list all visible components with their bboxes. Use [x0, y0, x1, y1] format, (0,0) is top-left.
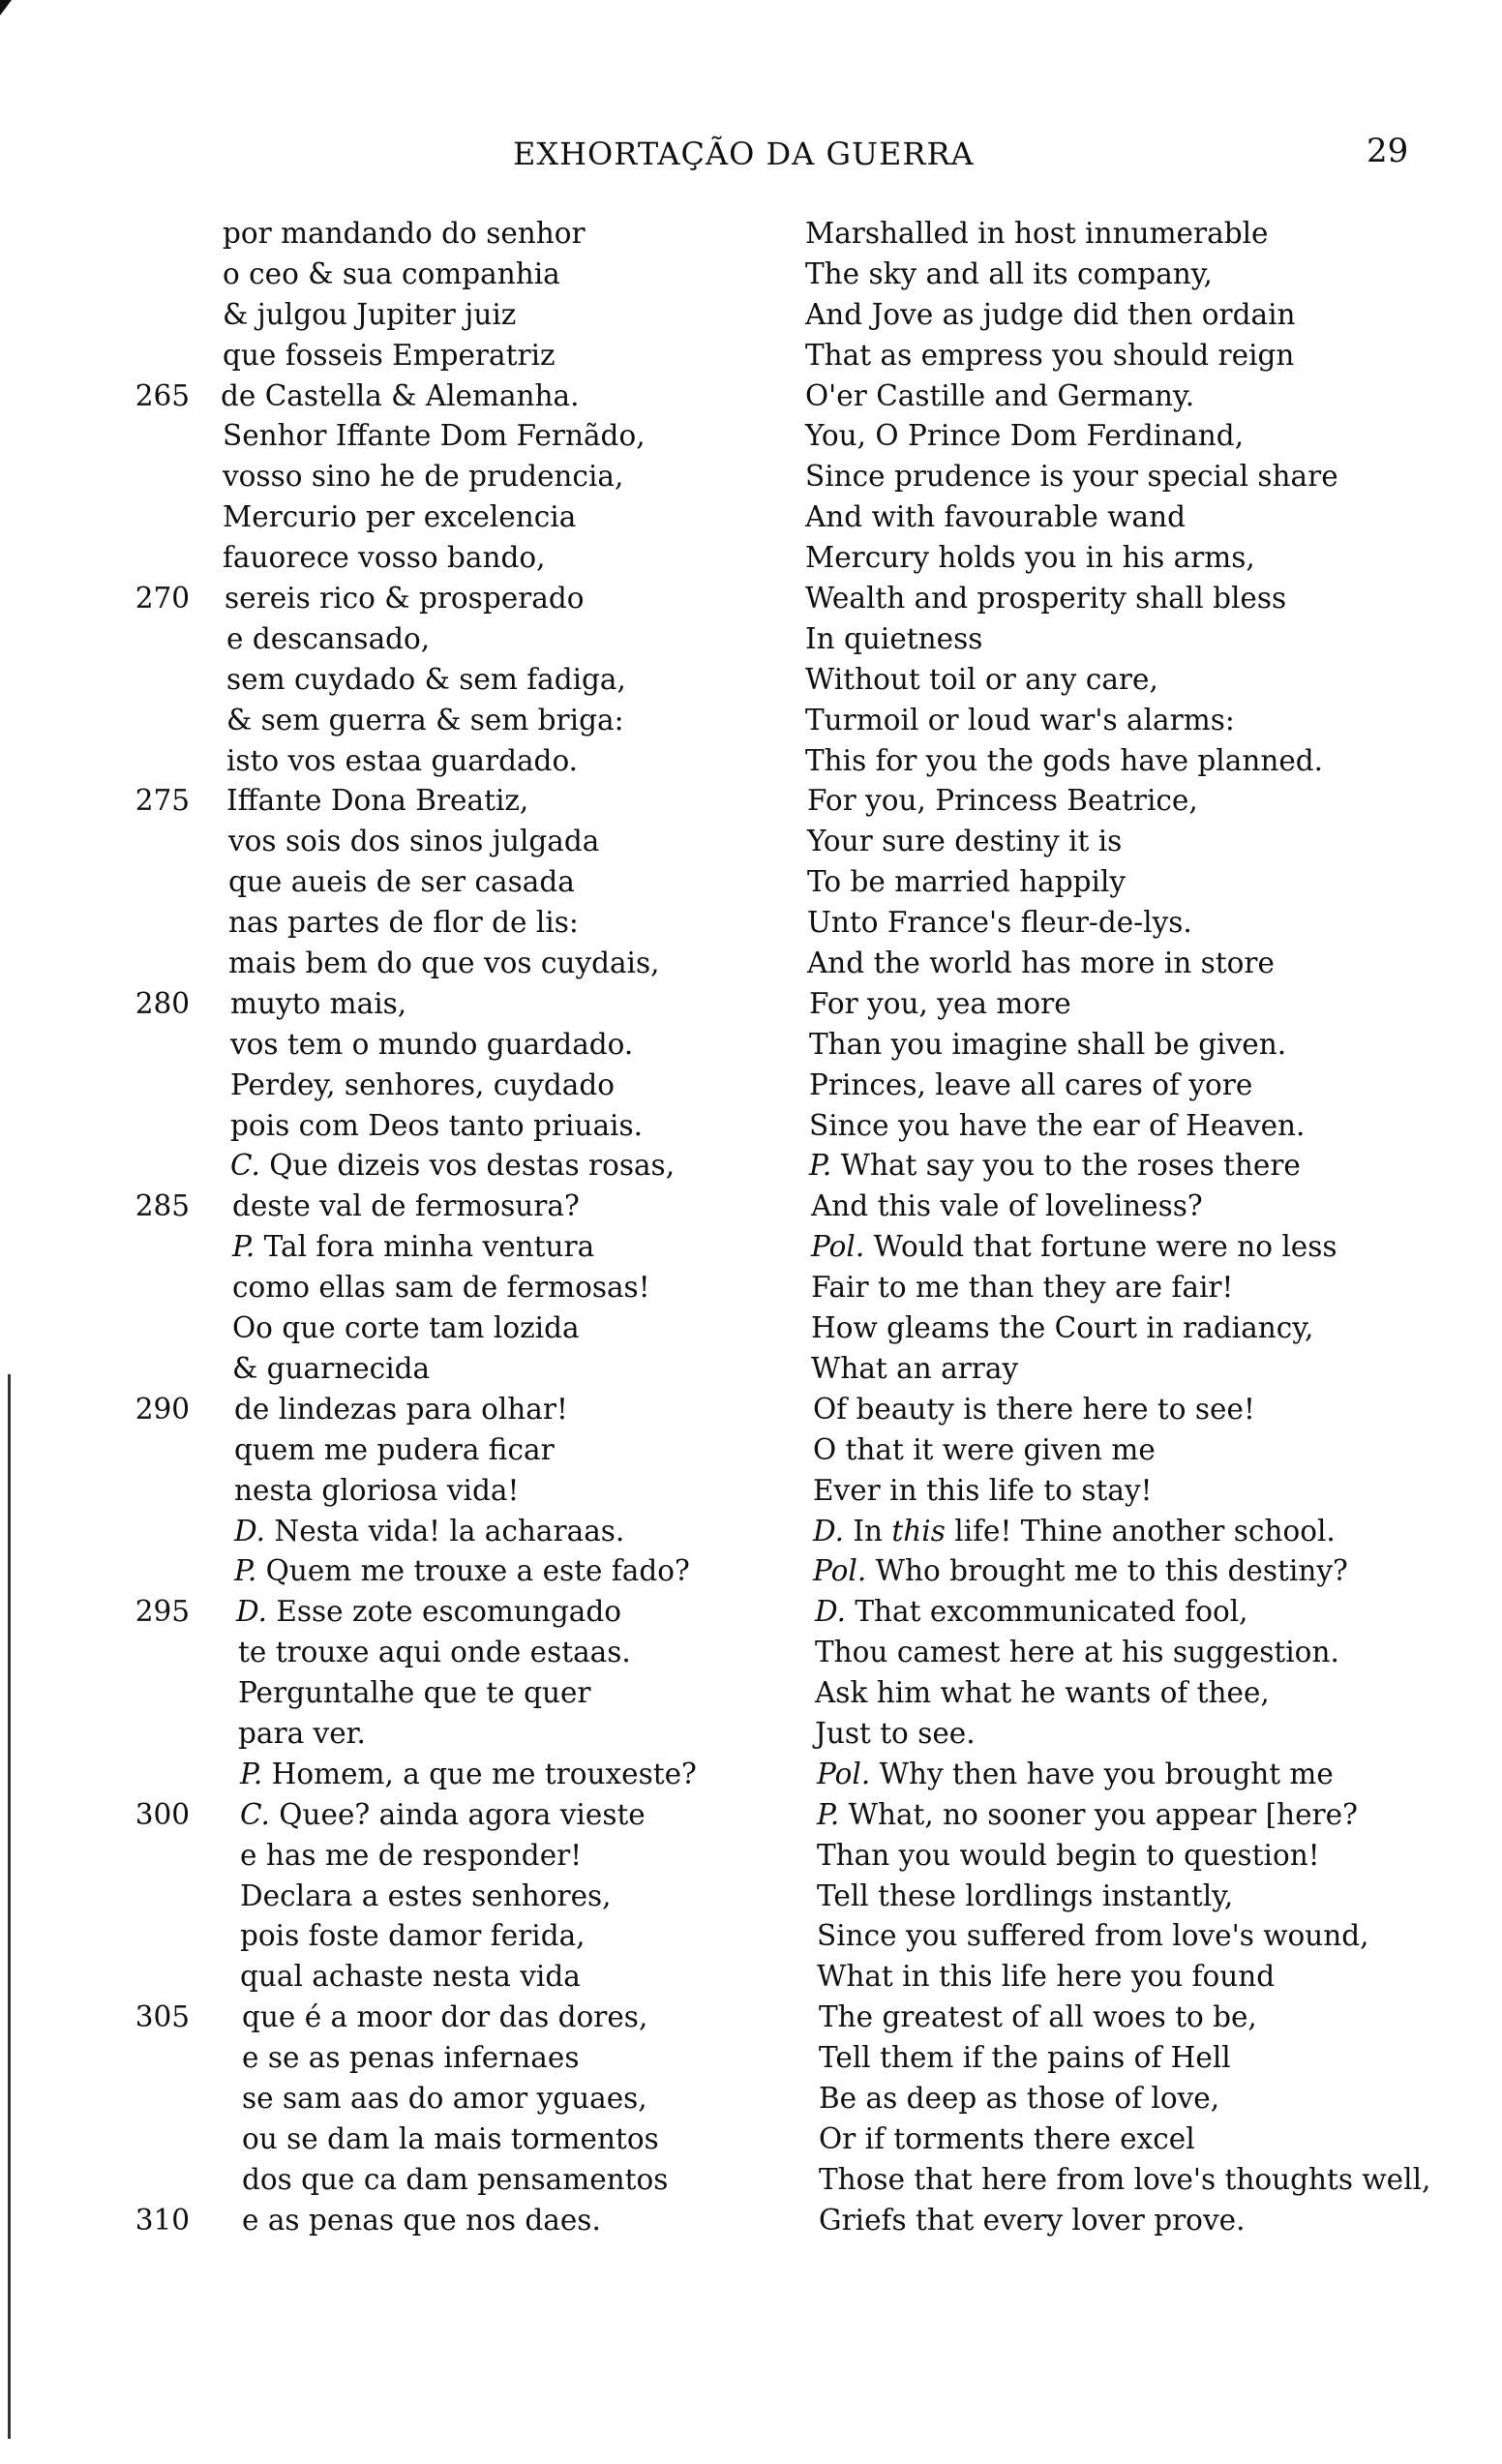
- line-number: 300: [135, 1797, 190, 1831]
- portuguese-verse-line: [126, 1592, 755, 1633]
- verse-text: C. Quee? ainda agora vieste: [240, 1797, 646, 1831]
- verse-text: P. What, no sooner you appear [here?: [817, 1797, 1358, 1831]
- verse-text: Pol. Who brought me to this destiny?: [813, 1554, 1348, 1588]
- line-number: 275: [135, 784, 190, 818]
- portuguese-verse-line: [126, 1998, 755, 2038]
- verse-text: sereis rico & prosperado: [225, 582, 585, 616]
- portuguese-verse-line: [126, 660, 755, 701]
- verse-text: Or if torments there excel: [819, 2121, 1195, 2155]
- verse-text: D. Nesta vida! la acharaas.: [234, 1514, 625, 1548]
- verse-text: Since you have the ear of Heaven.: [809, 1108, 1306, 1142]
- portuguese-verse-line: [126, 619, 755, 660]
- verse-text: mais bem do que vos cuydais,: [228, 947, 660, 980]
- portuguese-verse-line: [126, 1025, 755, 1066]
- english-verse-line: [805, 416, 1483, 457]
- verse-text: P. What say you to the roses there: [809, 1149, 1301, 1183]
- portuguese-verse-line: [126, 1187, 755, 1227]
- english-verse-line: [805, 457, 1483, 497]
- portuguese-verse-line: [126, 944, 755, 984]
- verse-text: & sem guerra & sem briga:: [226, 703, 624, 736]
- portuguese-verse-line: [126, 1268, 755, 1308]
- line-number: 285: [135, 1189, 190, 1223]
- verse-text: And the world has more in store: [807, 947, 1275, 980]
- speaker-label: Pol.: [817, 1757, 871, 1790]
- verse-text: And Jove as judge did then ordain: [805, 297, 1296, 331]
- english-verse-line: [805, 538, 1483, 579]
- verse-text: O'er Castille and Germany.: [805, 378, 1195, 412]
- verse-text: de Castella & Alemanha.: [221, 378, 580, 412]
- verse-text: Declara a estes senhores,: [240, 1878, 612, 1912]
- speaker-label: Pol.: [813, 1554, 867, 1588]
- verse-text: Since prudence is your special share: [805, 460, 1338, 494]
- english-verse-line: [805, 2038, 1483, 2079]
- portuguese-column: [126, 214, 755, 2241]
- speaker-label: C.: [230, 1149, 260, 1183]
- portuguese-verse-line: [126, 255, 755, 295]
- portuguese-verse-line: [126, 1957, 755, 1998]
- portuguese-verse-line: [126, 1308, 755, 1349]
- verse-text: For you, yea more: [809, 986, 1071, 1020]
- speaker-label: P.: [240, 1757, 263, 1790]
- english-verse-line: [805, 579, 1483, 619]
- verse-text: Griefs that every lover prove.: [819, 2203, 1246, 2237]
- line-number: 265: [135, 378, 190, 412]
- verse-text: Fair to me than they are fair!: [811, 1271, 1234, 1305]
- verse-text: P. Quem me trouxe a este fado?: [234, 1554, 690, 1588]
- portuguese-verse-line: [126, 1390, 755, 1430]
- verse-text: que aueis de ser casada: [228, 865, 575, 899]
- english-verse-line: [805, 1471, 1483, 1512]
- english-verse-line: [805, 660, 1483, 701]
- english-verse-line: [805, 1755, 1483, 1795]
- verse-text: dos que ca dam pensamentos: [242, 2162, 669, 2196]
- verse-text: This for you the gods have planned.: [805, 743, 1324, 777]
- running-title: EXHORTAÇÃO DA GUERRA: [513, 135, 975, 172]
- speaker-label: P.: [809, 1149, 832, 1183]
- english-verse-line: [805, 1187, 1483, 1227]
- verse-text: & julgou Jupiter juiz: [223, 297, 517, 331]
- speaker-label: P.: [817, 1797, 840, 1831]
- verse-text: Ever in this life to stay!: [813, 1473, 1153, 1507]
- portuguese-verse-line: [126, 1916, 755, 1957]
- page-header: [0, 132, 1502, 174]
- emphasis-word: this: [891, 1514, 946, 1548]
- english-verse-line: [805, 822, 1483, 862]
- verse-text: ou se dam la mais tormentos: [242, 2121, 659, 2155]
- verse-text: que é a moor dor das dores,: [242, 2000, 648, 2034]
- english-verse-line: [805, 1227, 1483, 1268]
- verse-text: que fosseis Emperatriz: [223, 338, 556, 372]
- verse-text: qual achaste nesta vida: [240, 1960, 581, 1994]
- portuguese-verse-line: [126, 1512, 755, 1552]
- speaker-label: D.: [815, 1595, 846, 1629]
- portuguese-verse-line: [126, 416, 755, 457]
- english-verse-line: [805, 214, 1483, 255]
- verse-text: D. Esse zote escomungado: [236, 1595, 621, 1629]
- english-verse-line: [805, 1106, 1483, 1147]
- portuguese-verse-line: [126, 2079, 755, 2119]
- english-verse-line: [805, 862, 1483, 903]
- portuguese-verse-line: [126, 822, 755, 862]
- speaker-label: D.: [234, 1514, 265, 1548]
- verse-text: Marshalled in host innumerable: [805, 217, 1269, 250]
- verse-text: isto vos estaa guardado.: [226, 743, 579, 777]
- verse-text: Your sure destiny it is: [807, 825, 1123, 858]
- corner-mark: [0, 0, 12, 15]
- verse-text: The sky and all its company,: [805, 256, 1213, 290]
- english-column: [805, 214, 1483, 2241]
- portuguese-verse-line: [126, 903, 755, 944]
- portuguese-verse-line: [126, 2119, 755, 2160]
- verse-text: O that it were given me: [813, 1432, 1156, 1466]
- verse-text: Mercury holds you in his arms,: [805, 541, 1255, 575]
- verse-text: Oo que corte tam lozida: [232, 1311, 580, 1345]
- verse-text: e has me de responder!: [240, 1838, 583, 1872]
- portuguese-verse-line: [126, 1755, 755, 1795]
- verse-text: de lindezas para olhar!: [234, 1392, 568, 1426]
- verse-text: Mercurio per excelencia: [223, 500, 577, 534]
- portuguese-verse-line: [126, 336, 755, 376]
- portuguese-verse-line: [126, 295, 755, 336]
- portuguese-verse-line: [126, 214, 755, 255]
- verse-text: Unto France's fleur-de-lys.: [807, 906, 1192, 940]
- verse-text: To be married happily: [807, 865, 1126, 899]
- verse-text: Tell these lordlings instantly,: [817, 1878, 1234, 1912]
- speaker-label: P.: [232, 1230, 255, 1264]
- verse-text: You, O Prince Dom Ferdinand,: [805, 419, 1245, 453]
- verse-text: vosso sino he de prudencia,: [223, 460, 624, 494]
- line-number: 290: [135, 1392, 190, 1426]
- portuguese-verse-line: [126, 1877, 755, 1917]
- portuguese-verse-line: [126, 376, 755, 417]
- portuguese-verse-line: [126, 579, 755, 619]
- verse-text: por mandando do senhor: [223, 217, 586, 250]
- english-verse-line: [805, 336, 1483, 376]
- line-number: 270: [135, 582, 190, 616]
- margin-rule: [8, 1374, 11, 2439]
- english-verse-line: [805, 1066, 1483, 1106]
- english-verse-line: [805, 1957, 1483, 1998]
- english-verse-line: [805, 903, 1483, 944]
- english-verse-line: [805, 1146, 1483, 1187]
- verse-text: What an array: [811, 1351, 1019, 1385]
- verse-text: Be as deep as those of love,: [819, 2081, 1220, 2115]
- portuguese-verse-line: [126, 538, 755, 579]
- english-verse-line: [805, 701, 1483, 741]
- verse-text: para ver.: [238, 1716, 366, 1750]
- verse-text: Those that here from love's thoughts well,: [819, 2162, 1431, 2196]
- verse-text: e se as penas infernaes: [242, 2041, 580, 2075]
- line-number: 310: [135, 2203, 190, 2237]
- verse-text: P. Homem, a que me trouxeste?: [240, 1757, 697, 1790]
- english-verse-line: [805, 2119, 1483, 2160]
- verse-text: D. In this life! Thine another school.: [813, 1514, 1336, 1548]
- portuguese-verse-line: [126, 497, 755, 538]
- english-verse-line: [805, 1673, 1483, 1714]
- verse-text: quem me pudera ficar: [234, 1432, 555, 1466]
- verse-text: Pol. Why then have you brought me: [817, 1757, 1334, 1790]
- portuguese-verse-line: [126, 781, 755, 822]
- bracket-continuation: [here?: [1265, 1797, 1358, 1831]
- portuguese-verse-line: [126, 1673, 755, 1714]
- english-verse-line: [805, 1916, 1483, 1957]
- english-verse-line: [805, 255, 1483, 295]
- english-verse-line: [805, 984, 1483, 1025]
- verse-text: And this vale of loveliness?: [811, 1189, 1203, 1223]
- english-verse-line: [805, 1268, 1483, 1308]
- verse-text: fauorece vosso bando,: [223, 541, 546, 575]
- portuguese-verse-line: [126, 2201, 755, 2241]
- english-verse-line: [805, 1025, 1483, 1066]
- line-number: 305: [135, 2000, 190, 2034]
- verse-text: D. That excommunicated fool,: [815, 1595, 1248, 1629]
- english-verse-line: [805, 1836, 1483, 1877]
- verse-text: For you, Princess Beatrice,: [807, 784, 1198, 818]
- portuguese-verse-line: [126, 1471, 755, 1512]
- verse-text: nesta gloriosa vida!: [234, 1473, 520, 1507]
- speaker-label: P.: [234, 1554, 257, 1588]
- portuguese-verse-line: [126, 2160, 755, 2201]
- verse-text: Without toil or any care,: [805, 662, 1158, 696]
- verse-text: What in this life here you found: [817, 1960, 1276, 1994]
- verse-text: And with favourable wand: [805, 500, 1186, 534]
- verse-text: e descansado,: [226, 621, 431, 655]
- verse-text: Since you suffered from love's wound,: [817, 1919, 1369, 1953]
- english-verse-line: [805, 741, 1483, 782]
- english-verse-line: [805, 944, 1483, 984]
- page-number: 29: [1367, 132, 1409, 170]
- portuguese-verse-line: [126, 1430, 755, 1471]
- verse-text: como ellas sam de fermosas!: [232, 1271, 650, 1305]
- verse-text: Perdey, senhores, cuydado: [230, 1067, 616, 1101]
- portuguese-verse-line: [126, 1106, 755, 1147]
- verse-text: & guarnecida: [232, 1351, 431, 1385]
- portuguese-verse-line: [126, 1349, 755, 1390]
- verse-text: te trouxe aqui onde estaas.: [238, 1636, 631, 1669]
- english-verse-line: [805, 1349, 1483, 1390]
- verse-text: Just to see.: [815, 1716, 976, 1750]
- verse-text: Turmoil or loud war's alarms:: [805, 703, 1235, 736]
- portuguese-verse-line: [126, 701, 755, 741]
- english-verse-line: [805, 1551, 1483, 1592]
- verse-text: Than you imagine shall be given.: [809, 1027, 1287, 1061]
- verse-text: nas partes de flor de lis:: [228, 906, 579, 940]
- english-verse-line: [805, 1512, 1483, 1552]
- english-verse-line: [805, 2079, 1483, 2119]
- english-verse-line: [805, 1714, 1483, 1755]
- verse-text: Perguntalhe que te quer: [238, 1676, 591, 1710]
- english-verse-line: [805, 2160, 1483, 2201]
- verse-text: The greatest of all woes to be,: [819, 2000, 1257, 2034]
- portuguese-verse-line: [126, 2038, 755, 2079]
- verse-text: vos tem o mundo guardado.: [230, 1027, 634, 1061]
- verse-text: Senhor Iffante Dom Fernãdo,: [223, 419, 646, 453]
- portuguese-verse-line: [126, 862, 755, 903]
- portuguese-verse-line: [126, 1551, 755, 1592]
- verse-text: deste val de fermosura?: [232, 1189, 580, 1223]
- verse-text: Thou camest here at his suggestion.: [815, 1636, 1339, 1669]
- verse-text: Wealth and prosperity shall bless: [805, 582, 1287, 616]
- portuguese-verse-line: [126, 457, 755, 497]
- english-verse-line: [805, 1390, 1483, 1430]
- english-verse-line: [805, 1592, 1483, 1633]
- verse-text: Than you would begin to question!: [817, 1838, 1320, 1872]
- english-verse-line: [805, 1633, 1483, 1673]
- english-verse-line: [805, 1877, 1483, 1917]
- english-verse-line: [805, 781, 1483, 822]
- english-verse-line: [805, 619, 1483, 660]
- verse-text: Iffante Dona Breatiz,: [226, 784, 529, 818]
- english-verse-line: [805, 1430, 1483, 1471]
- line-number: 295: [135, 1595, 190, 1629]
- verse-text: muyto mais,: [230, 986, 407, 1020]
- portuguese-verse-line: [126, 1227, 755, 1268]
- speaker-label: D.: [236, 1595, 267, 1629]
- verse-text: Princes, leave all cares of yore: [809, 1067, 1253, 1101]
- verse-text: C. Que dizeis vos destas rosas,: [230, 1149, 676, 1183]
- english-verse-line: [805, 2201, 1483, 2241]
- verse-text: sem cuydado & sem fadiga,: [226, 662, 626, 696]
- english-verse-line: [805, 1795, 1483, 1836]
- verse-text: Of beauty is there here to see!: [813, 1392, 1255, 1426]
- portuguese-verse-line: [126, 1633, 755, 1673]
- verse-text: Tell them if the pains of Hell: [819, 2041, 1231, 2075]
- speaker-label: D.: [813, 1514, 844, 1548]
- verse-text: e as penas que nos daes.: [242, 2203, 601, 2237]
- english-verse-line: [805, 1308, 1483, 1349]
- speaker-label: Pol.: [811, 1230, 865, 1264]
- verse-text: o ceo & sua companhia: [223, 256, 560, 290]
- english-verse-line: [805, 1998, 1483, 2038]
- portuguese-verse-line: [126, 741, 755, 782]
- line-number: 280: [135, 986, 190, 1020]
- verse-text: How gleams the Court in radiancy,: [811, 1311, 1314, 1345]
- speaker-label: C.: [240, 1797, 270, 1831]
- verse-text: vos sois dos sinos julgada: [228, 825, 600, 858]
- verse-text: pois foste damor ferida,: [240, 1919, 586, 1953]
- portuguese-verse-line: [126, 1146, 755, 1187]
- english-verse-line: [805, 376, 1483, 417]
- verse-text: P. Tal fora minha ventura: [232, 1230, 595, 1264]
- verse-text: se sam aas do amor yguaes,: [242, 2081, 647, 2115]
- portuguese-verse-line: [126, 984, 755, 1025]
- verse-text: pois com Deos tanto priuais.: [230, 1108, 644, 1142]
- portuguese-verse-line: [126, 1836, 755, 1877]
- verse-text: Ask him what he wants of thee,: [815, 1676, 1270, 1710]
- verse-text: In quietness: [805, 621, 983, 655]
- english-verse-line: [805, 295, 1483, 336]
- english-verse-line: [805, 497, 1483, 538]
- portuguese-verse-line: [126, 1795, 755, 1836]
- verse-text: That as empress you should reign: [805, 338, 1295, 372]
- verse-text: Pol. Would that fortune were no less: [811, 1230, 1337, 1264]
- portuguese-verse-line: [126, 1714, 755, 1755]
- portuguese-verse-line: [126, 1066, 755, 1106]
